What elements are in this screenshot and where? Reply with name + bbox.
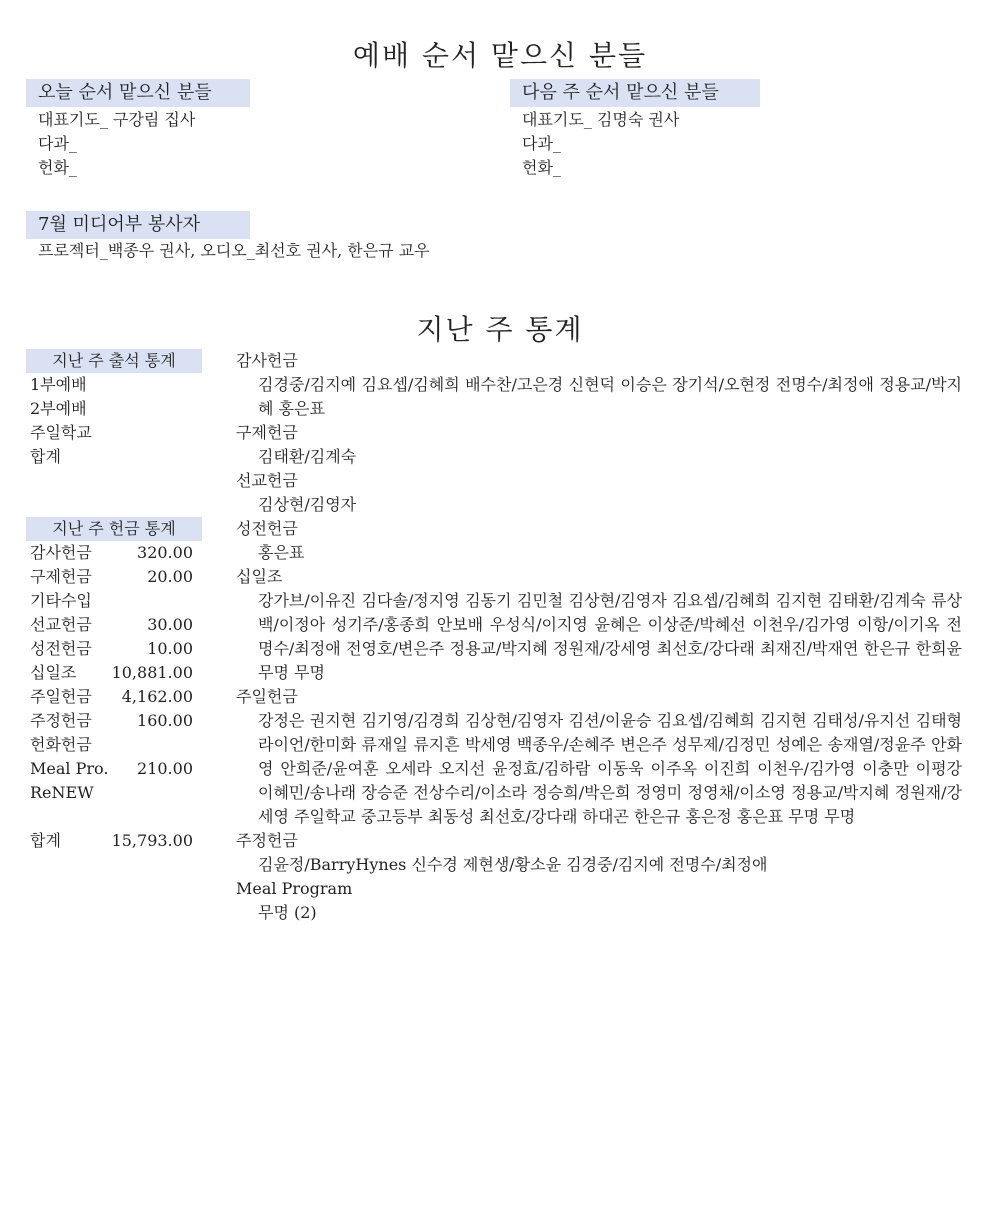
offering-amount: 160.00 [137, 711, 193, 730]
media-volunteers-header: 7월 미디어부 봉사자 [26, 211, 250, 239]
donor-category: 감사헌금 [236, 351, 298, 370]
today-prayer-line: 대표기도_ 구강림 집사 [38, 110, 196, 129]
offering-name: 구제헌금 [30, 567, 92, 586]
donor-names: 김경중/김지예 김요셉/김혜희 배수찬/고은경 신현덕 이승은 장기석/오현정 전명수/최정애 정용교/박지혜 홍은표 [258, 375, 962, 418]
offering-name: 주정헌금 [30, 711, 92, 730]
offering-name: 성전헌금 [30, 639, 92, 658]
offering-amount: 10.00 [147, 639, 193, 658]
offering-amount: 30.00 [147, 615, 193, 634]
donor-names: 강가브/이유진 김다솔/정지영 김동기 김민철 김상현/김영자 김요셉/김혜희 김지현 김태환/김계숙 류상백/이정아 성기주/홍종희 안보배 우성식/이지영 윤혜은 이상준/박혜선 이천우/김가영 이항/이기옥 전명수/최정애 전영호/변은주 정용교/박지혜 정원재/강세영 최선호/강다래 최재진/박재연 한은규 한희윤 무명 무명 [258, 591, 962, 682]
today-flower-line: 헌화_ [38, 158, 77, 177]
offering-name: 선교헌금 [30, 615, 92, 634]
offering-total-amount: 15,793.00 [111, 831, 193, 850]
donor-names: 강정은 권지현 김기영/김경희 김상현/김영자 김션/이윤승 김요셉/김혜희 김지현 김태성/유지선 김태형 라이언/한미화 류재일 류지흔 박세영 백종우/손혜주 변은주 성무제/김정민 성예은 송재열/정윤주 안화영 안희준/윤여훈 오세라 오지선 윤정효/김하람 이동욱 이주옥 이진희 이천우/김가영 이충만 이평강 이혜민/송나래 장승준 전상수리/이소라 정승희/박은희 정영미 정영채/이소영 정용교/박지혜 정원재/강세영 주일학교 중고등부 최동성 최선호/강다래 하대곤 한은규 홍은정 홍은표 무명 무명 [258, 711, 962, 826]
offering-amount: 4,162.00 [121, 687, 193, 706]
next-prayer-line: 대표기도_ 김명숙 권사 [522, 110, 680, 129]
donor-category: 주정헌금 [236, 831, 298, 850]
donor-category: 선교헌금 [236, 471, 298, 490]
donor-category: 십일조 [236, 567, 283, 586]
donor-category: 구제헌금 [236, 423, 298, 442]
offering-amount: 210.00 [137, 759, 193, 778]
offering-amount: 320.00 [137, 543, 193, 562]
next-refreshment-line: 다과_ [522, 134, 561, 153]
attendance-row-total: 합계 [30, 447, 61, 466]
attendance-row-sunday-school: 주일학교 [30, 423, 92, 442]
attendance-stats-header: 지난 주 출석 통계 [26, 349, 202, 373]
donor-names: 김태환/김계숙 [258, 447, 357, 466]
offering-name: 헌화헌금 [30, 735, 92, 754]
offering-name: 기타수입 [30, 591, 92, 610]
donor-names: 홍은표 [258, 543, 305, 562]
donor-category: 주일헌금 [236, 687, 298, 706]
donor-names: 김윤정/BarryHynes 신수경 제현생/황소윤 김경중/김지예 전명수/최정애 [258, 855, 768, 874]
today-leaders-header: 오늘 순서 맡으신 분들 [26, 79, 250, 107]
offering-amount: 20.00 [147, 567, 193, 586]
donor-category: 성전헌금 [236, 519, 298, 538]
donor-lists [236, 349, 962, 925]
offering-stats-header: 지난 주 헌금 통계 [26, 517, 202, 541]
page-title: 예배 순서 맡으신 분들 [352, 39, 648, 72]
attendance-row-service2: 2부예배 [30, 399, 87, 418]
offering-name: 주일헌금 [30, 687, 92, 706]
donor-names: 무명 (2) [258, 903, 317, 922]
next-flower-line: 헌화_ [522, 158, 561, 177]
donor-category: Meal Program [236, 879, 353, 898]
today-refreshment-line: 다과_ [38, 134, 77, 153]
media-volunteers-line: 프로젝터_백종우 권사, 오디오_최선호 권사, 한은규 교우 [38, 241, 430, 260]
offering-name: 십일조 [30, 663, 77, 682]
donor-names: 김상현/김영자 [258, 495, 357, 514]
offering-amount: 10,881.00 [111, 663, 193, 682]
stats-title: 지난 주 통계 [416, 313, 584, 346]
offering-name: 감사헌금 [30, 543, 92, 562]
offering-name: Meal Pro. [30, 759, 109, 778]
offering-total-name: 합계 [30, 831, 61, 850]
offering-name: ReNEW [30, 783, 94, 802]
next-leaders-header: 다음 주 순서 맡으신 분들 [510, 79, 760, 107]
attendance-row-service1: 1부예배 [30, 375, 87, 394]
